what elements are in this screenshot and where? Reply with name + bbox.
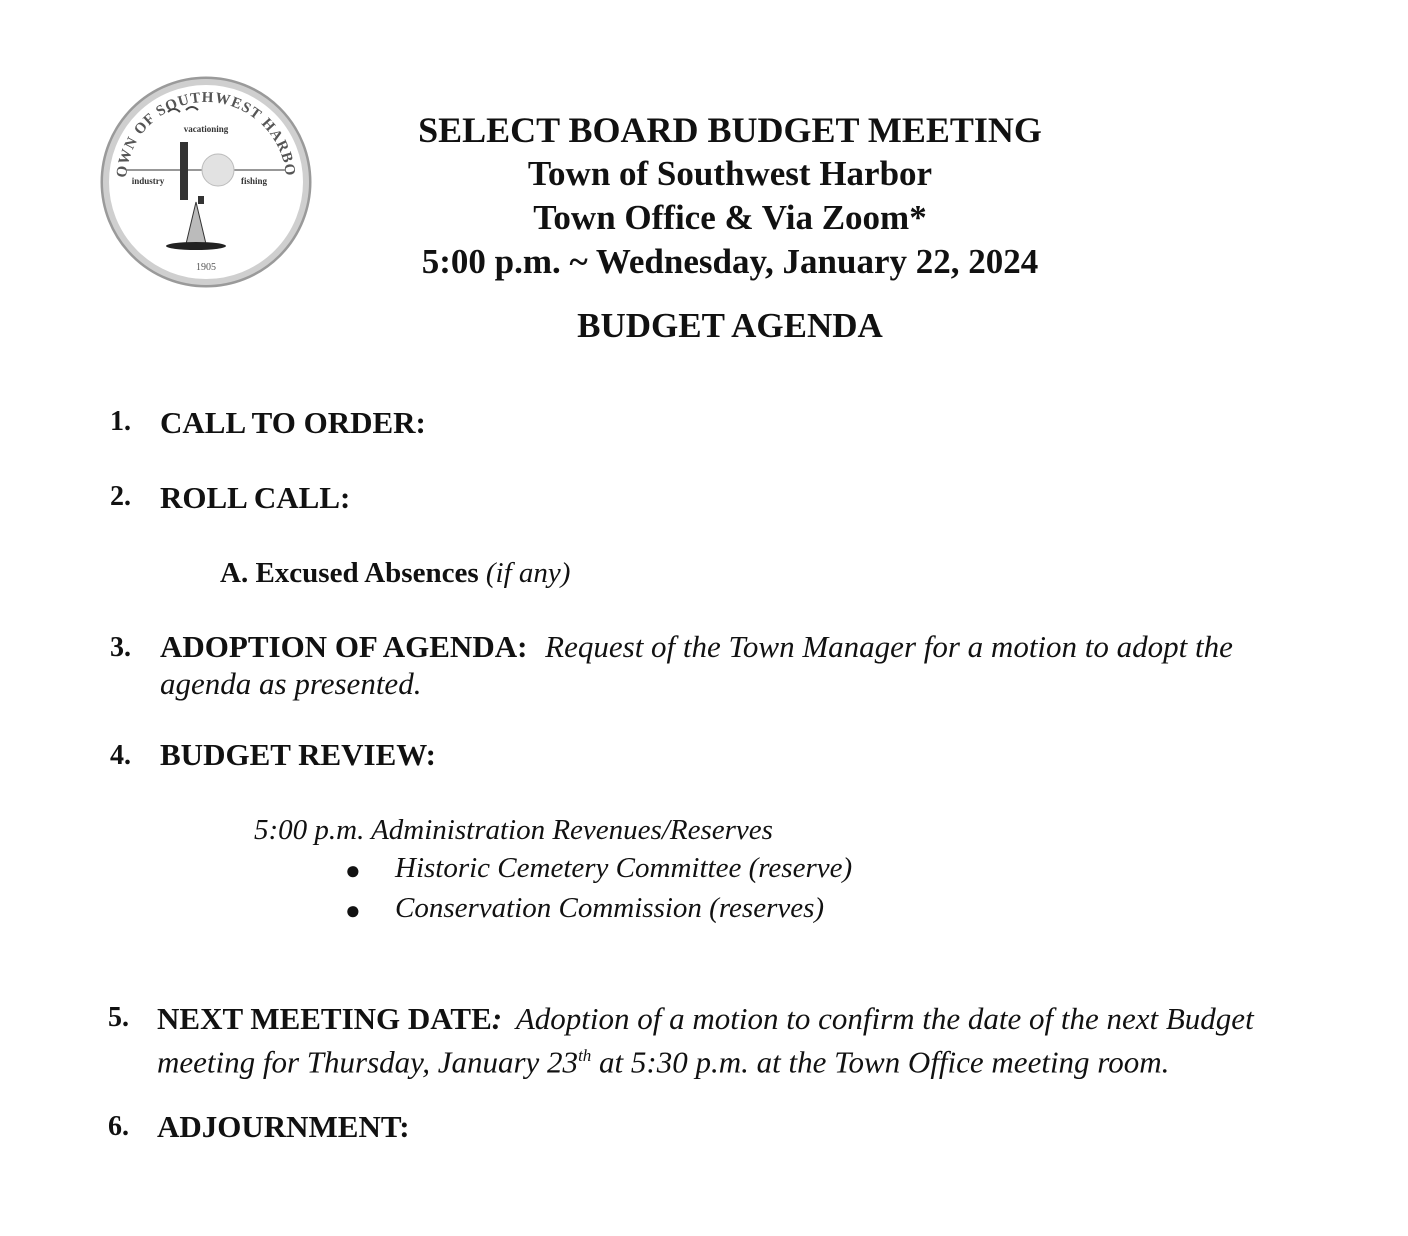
seal-word-top: vacationing [183, 124, 229, 134]
document-header [360, 108, 1100, 284]
item-number: 5. [108, 1002, 129, 1033]
meeting-datetime: 5:00 p.m. ~ Wednesday, January 22, 2024 [421, 242, 1039, 281]
seal-ring-text: OWN OF SOUTHWEST HARBO [113, 89, 298, 179]
item-number: 3. [110, 632, 131, 663]
item-next-meeting-date [157, 1000, 1307, 1080]
item-text: meeting for Thursday, January 23 [157, 1044, 579, 1080]
item-text: agenda as presented. [160, 666, 422, 701]
item-text: Adoption of a motion to confirm the date of the next Budget [515, 1001, 1254, 1036]
item-heading-adjournment: ADJOURNMENT: [157, 1109, 410, 1144]
item-number: 6. [108, 1111, 129, 1142]
seal-word-left: industry [131, 176, 165, 186]
item-adoption-of-agenda [160, 628, 1280, 702]
ordinal-suffix: th [578, 1046, 592, 1065]
sub-item-excused-absences [220, 555, 570, 592]
sub-item-label: Excused Absences [255, 557, 479, 589]
item-number: 4. [110, 740, 131, 771]
item-heading-adoption-of-agenda: ADOPTION OF AGENDA: [160, 629, 528, 664]
town-name: Town of Southwest Harbor [527, 154, 933, 193]
meeting-title: SELECT BOARD BUDGET MEETING [418, 110, 1042, 150]
item-heading-call-to-order: CALL TO ORDER: [160, 405, 426, 440]
bullet-item: Conservation Commission (reserves) [395, 892, 825, 924]
seal-word-right: fishing [240, 176, 268, 186]
seal-year: 1905 [196, 262, 216, 273]
meeting-location: Town Office & Via Zoom* [533, 198, 927, 237]
budget-review-time-line: 5:00 p.m. Administration Revenues/Reserves [254, 814, 773, 846]
item-heading-next-meeting-date: NEXT MEETING DATE [157, 1001, 492, 1036]
bullet-icon: ● [345, 896, 361, 925]
bullet-icon: ● [345, 856, 361, 885]
item-heading-colon: : [491, 1001, 503, 1036]
bullet-item: Historic Cemetery Committee (reserve) [395, 852, 853, 884]
item-text: at 5:30 p.m. at the Town Office meeting room. [591, 1044, 1170, 1080]
item-number: 2. [110, 481, 131, 512]
sub-item-note: (if any) [485, 557, 571, 589]
agenda-title: BUDGET AGENDA [577, 306, 883, 345]
sub-item-letter: A. [220, 557, 249, 589]
item-number: 1. [110, 406, 131, 437]
item-text: Request of the Town Manager for a motion to adopt the [545, 629, 1233, 664]
town-seal [96, 72, 316, 292]
item-heading-budget-review: BUDGET REVIEW: [160, 737, 436, 772]
item-heading-roll-call: ROLL CALL: [160, 480, 351, 515]
